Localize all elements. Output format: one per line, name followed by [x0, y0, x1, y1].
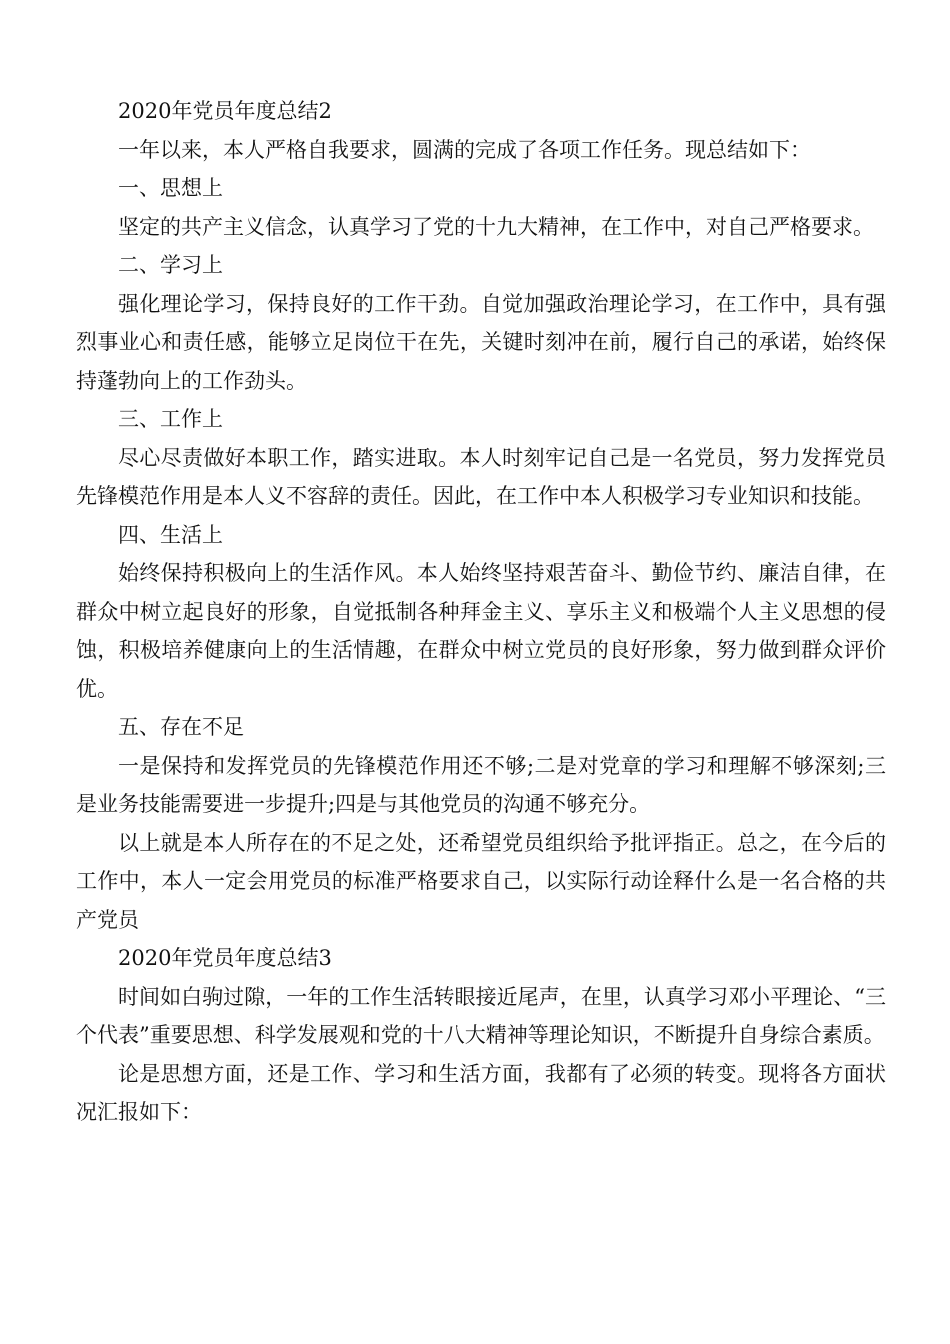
paragraph-conclusion: 以上就是本人所存在的不足之处，还希望党员组织给予批评指正。总之，在今后的工作中，本人一定会用党员的标准严格要求自己，以实际行动诠释什么是一名合格的共产党员 [76, 830, 886, 932]
paragraph-study: 强化理论学习，保持良好的工作干劲。自觉加强政治理论学习，在工作中，具有强烈事业心和责任感，能够立足岗位干在先，关键时刻冲在前，履行自己的承诺，始终保持蓬勃向上的工作劲头。 [76, 291, 886, 393]
title-summary-2: 2020年党员年度总结2 [118, 99, 332, 123]
heading-study: 二、学习上 [118, 253, 223, 277]
title-summary-3: 2020年党员年度总结3 [118, 946, 332, 970]
paragraph-time: 时间如白驹过隙，一年的工作生活转眼接近尾声，在里，认真学习邓小平理论、“三个代表”重要思想、科学发展观和党的十八大精神等理论知识，不断提升自身综合素质。 [76, 984, 886, 1047]
heading-work: 三、工作上 [118, 407, 223, 431]
document-page [76, 92, 886, 1132]
paragraph-report: 论是思想方面，还是工作、学习和生活方面，我都有了必须的转变。现将各方面状况汇报如下： [76, 1061, 886, 1124]
paragraph-life: 始终保持积极向上的生活作风。本人始终坚持艰苦奋斗、勤俭节约、廉洁自律，在群众中树立起良好的形象，自觉抵制各种拜金主义、享乐主义和极端个人主义思想的侵蚀，积极培养健康向上的生活情趣，在群众中树立党员的良好形象，努力做到群众评价优。 [76, 561, 886, 701]
paragraph-thought: 坚定的共产主义信念，认真学习了党的十九大精神，在工作中，对自己严格要求。 [118, 214, 874, 239]
intro-paragraph: 一年以来，本人严格自我要求，圆满的完成了各项工作任务。现总结如下： [118, 137, 811, 162]
heading-shortcomings: 五、存在不足 [118, 715, 244, 739]
heading-life: 四、生活上 [118, 522, 223, 547]
heading-thought: 一、思想上 [118, 176, 223, 200]
paragraph-shortcomings: 一是保持和发挥党员的先锋模范作用还不够;二是对党章的学习和理解不够深刻;三是业务技能需要进一步提升;四是与其他党员的沟通不够充分。 [76, 753, 886, 816]
paragraph-work: 尽心尽责做好本职工作，踏实进取。本人时刻牢记自己是一名党员，努力发挥党员先锋模范作用是本人义不容辞的责任。因此，在工作中本人积极学习专业知识和技能。 [76, 445, 886, 508]
